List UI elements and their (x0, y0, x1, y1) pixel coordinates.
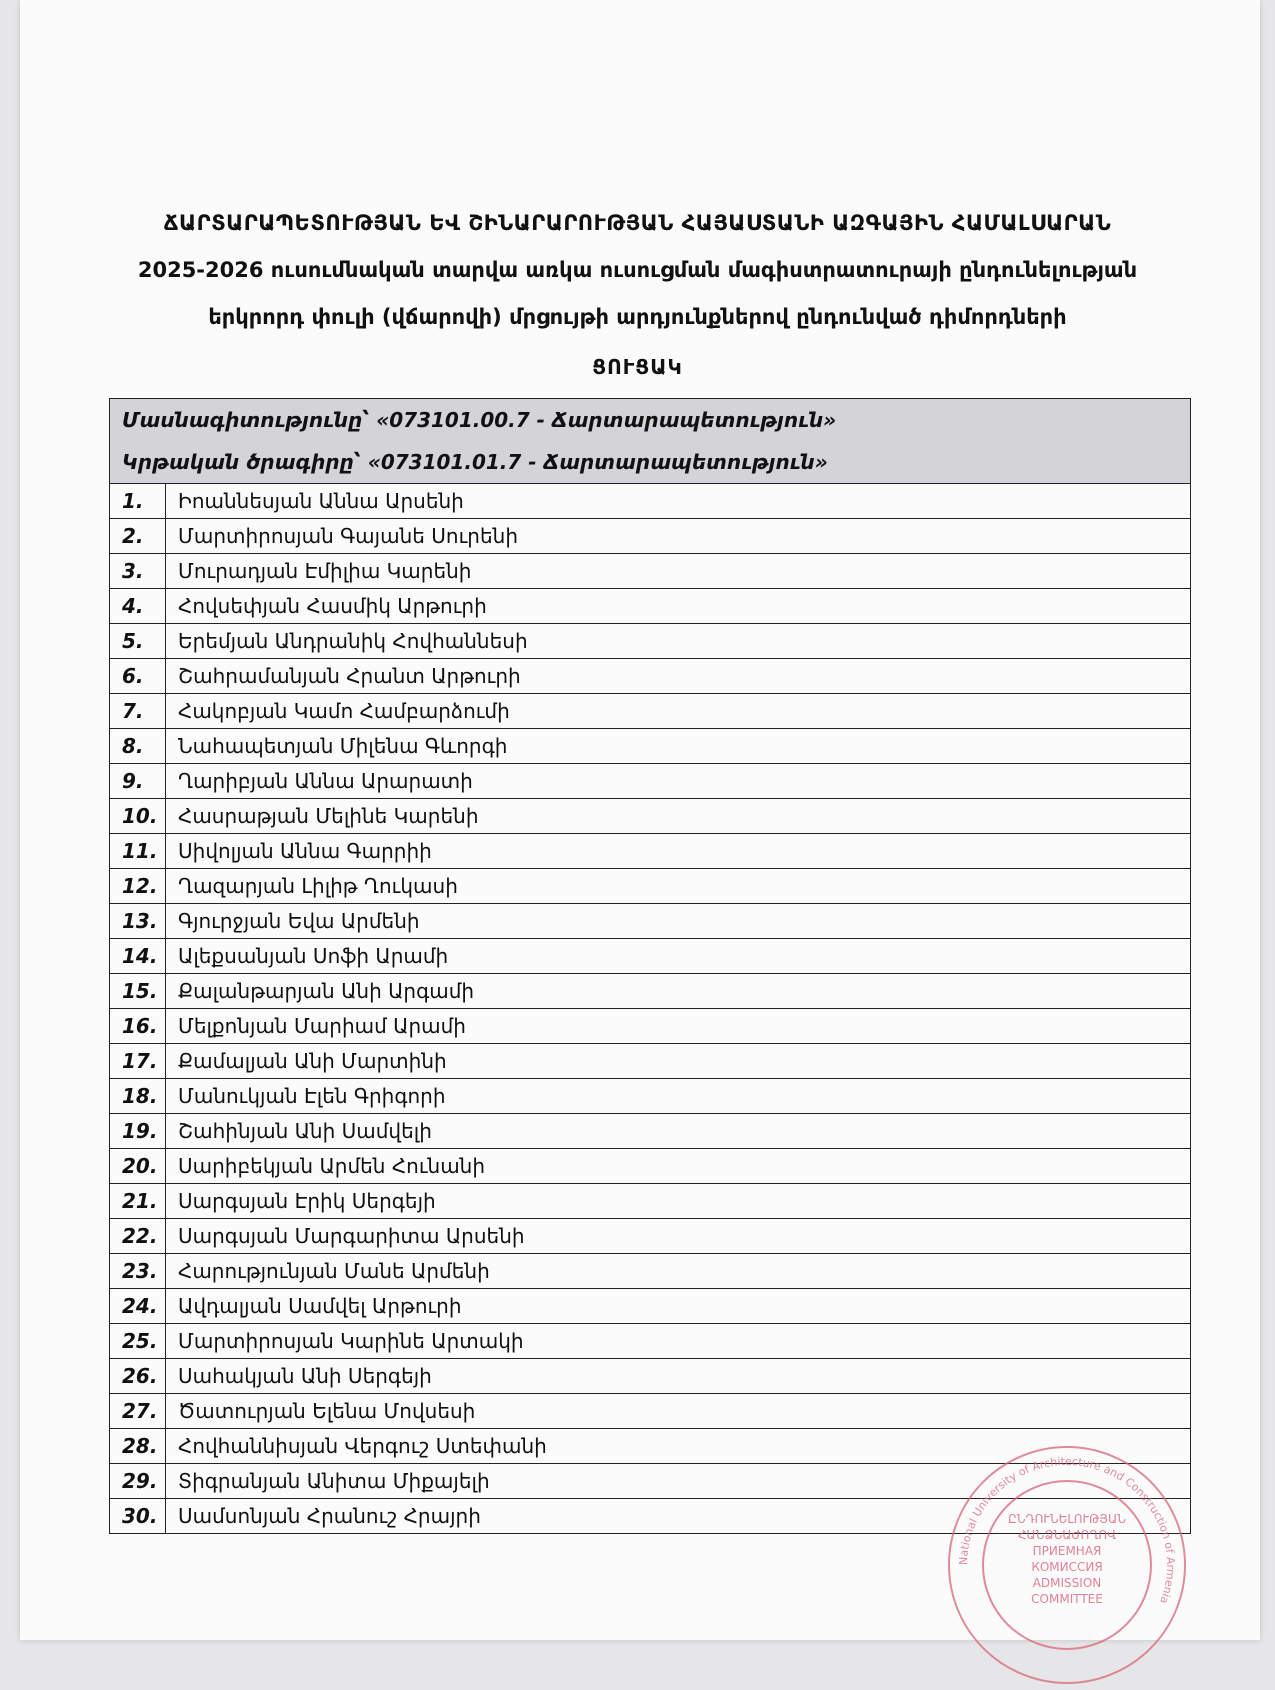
row-number: 27. (110, 1394, 166, 1429)
row-number: 28. (110, 1429, 166, 1464)
applicant-name: Քամալյան Անի Մարտինի (166, 1044, 1191, 1079)
table-row (110, 764, 1191, 799)
row-number: 18. (110, 1079, 166, 1114)
applicant-name: Մուրադյան Էմիլիա Կարենի (166, 554, 1191, 589)
applicant-name: Շահինյան Անի Սամվելի (166, 1114, 1191, 1149)
row-number: 13. (110, 904, 166, 939)
applicant-name: Հովսեփյան Հասմիկ Արթուրի (166, 589, 1191, 624)
row-number: 26. (110, 1359, 166, 1394)
document-subtitle-line-2: երկրորդ փուլի (վճարովի) մրցույթի արդյունքներով ընդունված դիմորդների (208, 305, 1067, 329)
row-number: 20. (110, 1149, 166, 1184)
table-row (110, 904, 1191, 939)
table-row (110, 1079, 1191, 1114)
table-row (110, 729, 1191, 764)
table-row (110, 1149, 1191, 1184)
applicant-name: Քալանթարյան Անի Արգամի (166, 974, 1191, 1009)
applicant-name: Սարգսյան Մարգարիտա Արսենի (166, 1219, 1191, 1254)
row-number: 5. (110, 624, 166, 659)
table-row (110, 1254, 1191, 1289)
table-header-row (110, 399, 1191, 484)
table-row (110, 484, 1191, 519)
table-row (110, 694, 1191, 729)
row-number: 11. (110, 834, 166, 869)
row-number: 21. (110, 1184, 166, 1219)
stamp-line: COMMITTEE (1031, 1592, 1103, 1606)
applicant-name: Սարգսյան Էրիկ Սերգեյի (166, 1184, 1191, 1219)
table-row (110, 1394, 1191, 1429)
row-number: 29. (110, 1464, 166, 1499)
table-row (110, 869, 1191, 904)
table-row (110, 1359, 1191, 1394)
row-number: 6. (110, 659, 166, 694)
applicant-name: Ծատուրյան Ելենա Մովսեսի (166, 1394, 1191, 1429)
table-row (110, 659, 1191, 694)
row-number: 19. (110, 1114, 166, 1149)
row-number: 12. (110, 869, 166, 904)
row-number: 10. (110, 799, 166, 834)
table-row (110, 1114, 1191, 1149)
table-row (110, 834, 1191, 869)
applicant-name: Մելքոնյան Մարիամ Արամի (166, 1009, 1191, 1044)
table-row (110, 1219, 1191, 1254)
table-row (110, 519, 1191, 554)
stamp-line: ԸՆԴՈՒՆԵԼՈՒԹՅԱՆ (1008, 1512, 1126, 1526)
applicant-name: Ավդալյան Սամվել Արթուրի (166, 1289, 1191, 1324)
applicant-name: Հակոբյան Կամո Համբարձումի (166, 694, 1191, 729)
table-row (110, 1289, 1191, 1324)
applicant-name: Սամսոնյան Հրանուշ Հրայրի (166, 1499, 1191, 1534)
row-number: 15. (110, 974, 166, 1009)
applicant-name: Սահակյան Անի Սերգեյի (166, 1359, 1191, 1394)
table-row (110, 589, 1191, 624)
table-row (110, 1009, 1191, 1044)
applicant-name: Ղազարյան Լիլիթ Ղուկասի (166, 869, 1191, 904)
row-number: 23. (110, 1254, 166, 1289)
program-label: Կրթական ծրագիրը՝ «073101.01.7 - Ճարտարապետություն» (122, 450, 828, 474)
table-row (110, 1044, 1191, 1079)
applicant-name: Ղարիբյան Աննա Արարատի (166, 764, 1191, 799)
table-row (110, 799, 1191, 834)
university-title: ՃԱՐՏԱՐԱՊԵՏՈՒԹՅԱՆ ԵՎ ՇԻՆԱՐԱՐՈՒԹՅԱՆ ՀԱՅԱՍՏԱՆԻ ԱԶԳԱՅԻՆ ՀԱՄԱԼՍԱՐԱՆ (163, 211, 1112, 235)
applicant-name: Ալեքսանյան Սոֆի Արամի (166, 939, 1191, 974)
row-number: 7. (110, 694, 166, 729)
applicant-name: Նահապետյան Միլենա Գևորգի (166, 729, 1191, 764)
row-number: 3. (110, 554, 166, 589)
table-row (110, 939, 1191, 974)
row-number: 25. (110, 1324, 166, 1359)
row-number: 9. (110, 764, 166, 799)
row-number: 24. (110, 1289, 166, 1324)
table-row (110, 1184, 1191, 1219)
admission-committee-stamp (942, 1440, 1192, 1690)
document-subtitle-line-1: 2025-2026 ուսումնական տարվա առկա ուսուցման մագիստրատուրայի ընդունելության (137, 258, 1138, 282)
table-row (110, 974, 1191, 1009)
table-header-cell (110, 399, 1191, 484)
row-number: 4. (110, 589, 166, 624)
stamp-ring-text: National University of Architecture and Construction of Armenia (956, 1454, 1178, 1606)
row-number: 22. (110, 1219, 166, 1254)
row-number: 2. (110, 519, 166, 554)
stamp-line: ПРИЕМНАЯ (1032, 1544, 1102, 1558)
table-row (110, 554, 1191, 589)
applicant-name: Տիգրանյան Անիտա Միքայելի (166, 1464, 1191, 1499)
specialty-label: Մասնագիտությունը՝ «073101.00.7 - Ճարտարապետություն» (122, 408, 837, 432)
row-number: 1. (110, 484, 166, 519)
stamp-line: КОМИССИЯ (1031, 1560, 1103, 1574)
row-number: 14. (110, 939, 166, 974)
row-number: 30. (110, 1499, 166, 1534)
applicant-name: Սարիբեկյան Արմեն Հունանի (166, 1149, 1191, 1184)
row-number: 8. (110, 729, 166, 764)
applicant-name: Մարտիրոսյան Կարինե Արտակի (166, 1324, 1191, 1359)
stamp-line: ՀԱՆՁՆԱԺՈՂՈՎ (1017, 1528, 1117, 1542)
applicant-name: Երեմյան Անդրանիկ Հովհաննեսի (166, 624, 1191, 659)
applicant-name: Գյուրջյան Եվա Արմենի (166, 904, 1191, 939)
applicant-name: Շահրամանյան Հրանտ Արթուրի (166, 659, 1191, 694)
applicant-name: Սիվոլյան Աննա Գարրիի (166, 834, 1191, 869)
applicant-name: Հովհաննիսյան Վերգուշ Ստեփանի (166, 1429, 1191, 1464)
applicant-name: Իոաննեսյան Աննա Արսենի (166, 484, 1191, 519)
applicant-name: Մարտիրոսյան Գայանե Սուրենի (166, 519, 1191, 554)
list-title: ՑՈՒՑԱԿ (592, 355, 683, 379)
stamp-line: ADMISSION (1032, 1576, 1102, 1590)
applicant-name: Մանուկյան Էլեն Գրիգորի (166, 1079, 1191, 1114)
row-number: 16. (110, 1009, 166, 1044)
table-row (110, 624, 1191, 659)
applicant-name: Հասրաթյան Մելինե Կարենի (166, 799, 1191, 834)
row-number: 17. (110, 1044, 166, 1079)
applicant-name: Հարությունյան Մանե Արմենի (166, 1254, 1191, 1289)
admitted-applicants-table (109, 398, 1191, 1534)
table-row (110, 1324, 1191, 1359)
